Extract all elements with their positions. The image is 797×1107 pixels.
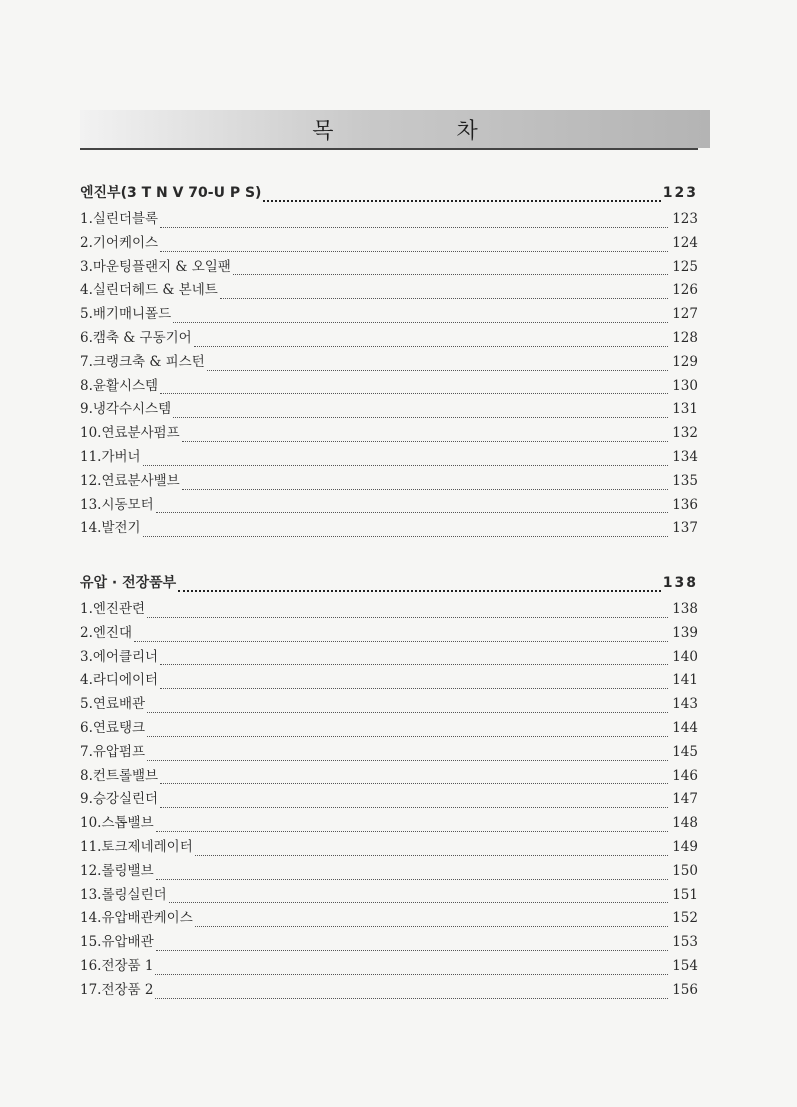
section-heading-label: 유압 · 전장품부: [80, 575, 177, 591]
toc-entry-page-number: 130: [672, 377, 698, 394]
toc-entry-page-number: 131: [672, 401, 698, 418]
toc-entry[interactable]: [80, 422, 698, 446]
toc-entry[interactable]: [80, 398, 698, 422]
dot-leader: [147, 711, 668, 713]
toc-entry-label: 1.엔진관련: [80, 601, 146, 617]
toc-entry[interactable]: [80, 303, 698, 327]
section-heading[interactable]: [80, 180, 698, 206]
toc-entry-label: 9.냉각수시스템: [80, 401, 172, 418]
toc-entry-page-number: 135: [672, 472, 698, 489]
dot-leader: [195, 925, 668, 927]
dot-leader: [156, 830, 668, 832]
dot-leader: [178, 589, 661, 592]
toc-entry-page-number: 127: [672, 306, 698, 323]
toc-entry-page-number: 124: [672, 234, 698, 251]
toc-entry-page-number: 123: [672, 211, 698, 227]
toc-entry-label: 10.연료분사펌프: [80, 425, 180, 442]
toc-entry[interactable]: [80, 279, 698, 303]
dot-leader: [155, 997, 668, 999]
toc-entry[interactable]: [80, 327, 698, 351]
toc-entry[interactable]: [80, 622, 698, 646]
toc-entry-label: 9.승강실린더: [80, 791, 159, 808]
toc-entry[interactable]: [80, 646, 698, 670]
toc-entry-label: 3.에어클리너: [80, 648, 159, 665]
toc-entry-label: 2.엔진대: [80, 624, 133, 641]
toc-entry-page-number: 148: [672, 815, 698, 832]
toc-entry-page-number: 137: [672, 520, 698, 537]
dot-leader: [233, 273, 668, 275]
toc-entry[interactable]: [80, 208, 698, 232]
dot-leader: [147, 735, 668, 737]
toc-entry[interactable]: [80, 788, 698, 812]
toc-entry[interactable]: [80, 931, 698, 955]
toc-entry[interactable]: [80, 741, 698, 765]
toc-entry-page-number: 149: [672, 838, 698, 855]
toc-entry[interactable]: [80, 256, 698, 280]
dot-leader: [220, 297, 668, 299]
toc-entry-page-number: 141: [672, 672, 698, 689]
toc-entry-label: 7.유압펌프: [80, 743, 146, 760]
toc-entry-page-number: 132: [672, 425, 698, 442]
toc-entry-page-number: 125: [672, 258, 698, 275]
dot-leader: [194, 345, 668, 347]
toc-title: 목 차: [312, 118, 536, 144]
toc-entry-label: 8.윤활시스템: [80, 377, 159, 394]
toc-entry-label: 14.발전기: [80, 520, 141, 537]
dot-leader: [147, 759, 668, 761]
dot-leader: [169, 901, 668, 903]
dot-leader: [156, 878, 668, 880]
toc-entry[interactable]: [80, 598, 698, 622]
toc-entry[interactable]: [80, 860, 698, 884]
toc-entry[interactable]: [80, 517, 698, 541]
dot-leader: [263, 199, 660, 202]
toc-entry-page-number: 146: [672, 767, 698, 784]
toc-entry-label: 12.연료분사밸브: [80, 472, 180, 489]
toc-entry-page-number: 139: [672, 624, 698, 641]
toc-entry[interactable]: [80, 446, 698, 470]
toc-entry[interactable]: [80, 765, 698, 789]
dot-leader: [160, 250, 668, 252]
toc-entry-label: 13.시동모터: [80, 496, 154, 513]
dot-leader: [160, 226, 668, 228]
toc-entry-page-number: 154: [672, 957, 698, 974]
toc-entry-label: 5.연료배관: [80, 696, 146, 713]
dot-leader: [160, 806, 668, 808]
toc-entry-label: 4.실린더헤드 & 본네트: [80, 282, 218, 299]
dot-leader: [143, 464, 668, 466]
toc-entry-label: 17.전장품 2: [80, 981, 154, 998]
section-heading-page-number: 123: [662, 185, 698, 201]
dot-leader: [182, 440, 668, 442]
dot-leader: [143, 535, 668, 537]
section-heading-page-number: 138: [662, 575, 698, 591]
toc-entry[interactable]: [80, 955, 698, 979]
toc-entry-label: 1.실린더블록: [80, 211, 159, 227]
toc-entry-label: 16.전장품 1: [80, 957, 154, 974]
toc-entry[interactable]: [80, 717, 698, 741]
toc-entry[interactable]: [80, 470, 698, 494]
toc-entry-page-number: 134: [672, 448, 698, 465]
dot-leader: [160, 663, 668, 665]
toc-entry-page-number: 129: [672, 353, 698, 370]
toc-entry-label: 6.연료탱크: [80, 719, 146, 736]
toc-entry-page-number: 147: [672, 791, 698, 808]
toc-entry-page-number: 140: [672, 648, 698, 665]
toc-entry-label: 15.유압배관: [80, 934, 154, 951]
dot-leader: [195, 854, 668, 856]
dot-leader: [147, 616, 668, 618]
section-hydraulic-electrical: [80, 570, 698, 1003]
toc-entry-label: 5.배기매니폴드: [80, 306, 172, 323]
toc-entry-label: 11.가버너: [80, 448, 141, 465]
dot-leader: [173, 321, 668, 323]
dot-leader: [155, 973, 668, 975]
toc-title-bar: [80, 110, 710, 148]
toc-entry-label: 4.라디에이터: [80, 672, 159, 689]
toc-entry-page-number: 151: [672, 886, 698, 903]
toc-entry-page-number: 152: [672, 910, 698, 927]
toc-entry-page-number: 128: [672, 329, 698, 346]
toc-entry[interactable]: [80, 836, 698, 860]
dot-leader: [182, 488, 668, 490]
toc-entry-page-number: 144: [672, 719, 698, 736]
toc-entry[interactable]: [80, 232, 698, 256]
dot-leader: [156, 511, 668, 513]
section-heading[interactable]: [80, 570, 698, 596]
toc-entry-label: 13.롤링실린더: [80, 886, 167, 903]
dot-leader: [207, 369, 668, 371]
toc-entry-label: 12.롤링밸브: [80, 862, 154, 879]
section-heading-label: 엔진부(3 T N V 70-U P S): [80, 185, 262, 201]
toc-entry-label: 11.토크제네레이터: [80, 838, 193, 855]
dot-leader: [160, 392, 668, 394]
toc-entry-page-number: 150: [672, 862, 698, 879]
dot-leader: [160, 782, 668, 784]
toc-entry-page-number: 136: [672, 496, 698, 513]
toc-entry-page-number: 126: [672, 282, 698, 299]
toc-entry-page-number: 143: [672, 696, 698, 713]
dot-leader: [173, 416, 668, 418]
toc-entry-page-number: 145: [672, 743, 698, 760]
toc-entry[interactable]: [80, 669, 698, 693]
toc-entry[interactable]: [80, 351, 698, 375]
dot-leader: [156, 949, 668, 951]
toc-entry-page-number: 138: [672, 601, 698, 617]
toc-entry-label: 2.기어케이스: [80, 234, 159, 251]
toc-entry-label: 14.유압배관케이스: [80, 910, 193, 927]
toc-entry[interactable]: [80, 884, 698, 908]
toc-entry-page-number: 156: [672, 981, 698, 998]
toc-entry[interactable]: [80, 907, 698, 931]
toc-entry-page-number: 153: [672, 934, 698, 951]
toc-entry-label: 8.컨트롤밸브: [80, 767, 159, 784]
toc-entry-label: 3.마운팅플랜지 & 오일팬: [80, 258, 231, 275]
toc-entry[interactable]: [80, 979, 698, 1003]
title-underline: [80, 148, 698, 150]
dot-leader: [160, 687, 668, 689]
section-engine: [80, 180, 698, 541]
toc-entry[interactable]: [80, 494, 698, 518]
toc-entry-label: 6.캠축 & 구동기어: [80, 329, 192, 346]
dot-leader: [134, 640, 668, 642]
toc-entry[interactable]: [80, 375, 698, 399]
toc-entry[interactable]: [80, 693, 698, 717]
toc-entry-label: 7.크랭크축 & 피스턴: [80, 353, 205, 370]
toc-entry-label: 10.스톱밸브: [80, 815, 154, 832]
toc-entry[interactable]: [80, 812, 698, 836]
